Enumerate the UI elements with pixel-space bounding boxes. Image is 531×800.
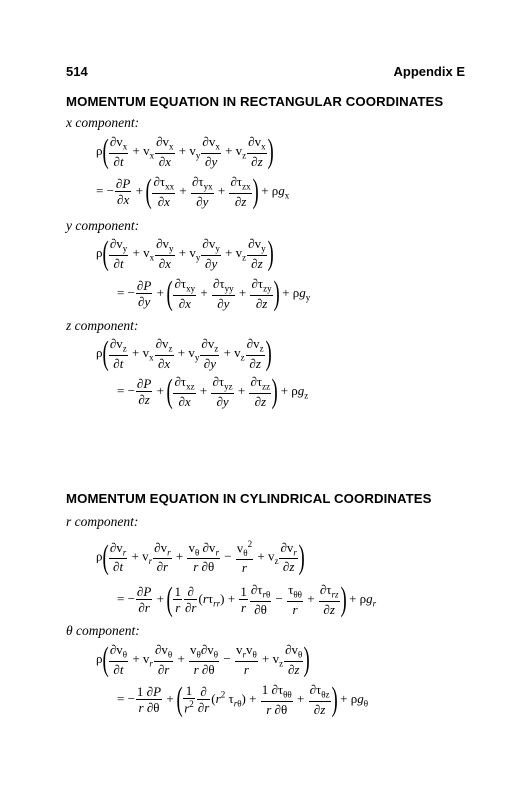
z-component-label: z component: [66, 318, 139, 333]
y-eq-lhs: ρ( $\frac{\partial v_y}{\partial t}$ + $v_x$ $\frac{\partial v_y}{\partial x}$ + $v_y$ $\frac{\partial v_y}{\partial y}$ + $v_z$ $\frac{\partial v_y}{\partial z}$ ) [96, 235, 274, 272]
page-number: 514 [66, 64, 88, 79]
z-eq-rhs: = − $\frac{\partial P}{\partial z}$ + ( $\frac{\partial\tau_{xz}}{\partial x}$ + $\frac{\partial\tau_{yz}}{\partial y}$ + $\frac{\partial\tau_{zz}}{\partial z}$ ) + $\rho g_z$ [117, 373, 309, 410]
z-eq-lhs: ρ( $\frac{\partial v_z}{\partial t}$ + $v_x$ $\frac{\partial v_z}{\partial x}$ + $v_y$ $\frac{\partial v_z}{\partial y}$ + $v_z$ $\frac{\partial v_z}{\partial z}$ ) [96, 335, 272, 372]
theta-eq-rhs: = − $\frac{1 \partial P}{r \partial\theta}$ + ( $\frac{1}{r^2}$ $\frac{\partial}{\partial r}$ ($r^2$ $\tau_{r\theta}$) + $\frac{1 \partial\tau_{\theta\theta}}{r \partial\theta}$ + $\frac{\partial\tau_{\theta z}}{\partial z}$ ) + $\rho g_\theta$ [117, 681, 368, 718]
r-component-label: r component: [66, 514, 139, 529]
section-label: Appendix E [393, 64, 465, 79]
y-component-label: y component: [66, 218, 140, 233]
cyl-section-title: MOMENTUM EQUATION IN CYLINDRICAL COORDINATES [66, 491, 432, 506]
x-eq-rhs: = − $\frac{\partial P}{\partial x}$ + ( $\frac{\partial\tau_{xx}}{\partial x}$ + $\frac{\partial\tau_{yx}}{\partial y}$ + $\frac{\partial\tau_{zx}}{\partial z}$ ) + $\rho g_x$ [96, 173, 290, 210]
x-eq-lhs: ρ( $\frac{\partial v_x}{\partial t}$ + $v_x$ $\frac{\partial v_x}{\partial x}$ + $v_y$ $\frac{\partial v_x}{\partial y}$ + $v_z$ $\frac{\partial v_x}{\partial z}$ ) [96, 133, 274, 170]
r-eq-rhs: = − $\frac{\partial P}{\partial r}$ + ( $\frac{1}{r}$ $\frac{\partial}{\partial r}$ $(r\tau_{rr})$ + $\frac{1}{r}$ $\frac{\partial\tau_{r\theta}}{\partial\theta}$ − $\frac{\tau_{\theta\theta}}{r}$ + $\frac{\partial\tau_{rz}}{\partial z}$ ) + $\rho g_r$ [117, 581, 377, 618]
r-eq-lhs: ρ( $\frac{\partial v_r}{\partial t}$ + $v_r$ $\frac{\partial v_r}{\partial r}$ + $\frac{v_\theta \partial v_r}{r \partial\theta}$ − $\frac{v_\theta^2}{r}$ + $v_z$ $\frac{\partial v_r}{\partial z}$ ) [96, 538, 305, 576]
x-component-label: x component: [66, 115, 140, 130]
y-eq-rhs: = − $\frac{\partial P}{\partial y}$ + ( $\frac{\partial\tau_{xy}}{\partial x}$ + $\frac{\partial\tau_{yy}}{\partial y}$ + $\frac{\partial\tau_{zy}}{\partial z}$ ) + $\rho g_y$ [117, 275, 311, 312]
theta-component-label: θ component: [66, 623, 140, 638]
theta-eq-lhs: ρ( $\frac{\partial v_\theta}{\partial t}$ + $v_r$ $\frac{\partial v_\theta}{\partial r}$ + $\frac{v_\theta\partial v_\theta}{r \partial\theta}$ − $\frac{v_rv_\theta}{r}$ + $v_z$ $\frac{\partial v_\theta}{\partial z}$ ) [96, 641, 311, 678]
rect-section-title: MOMENTUM EQUATION IN RECTANGULAR COORDINATES [66, 94, 444, 109]
